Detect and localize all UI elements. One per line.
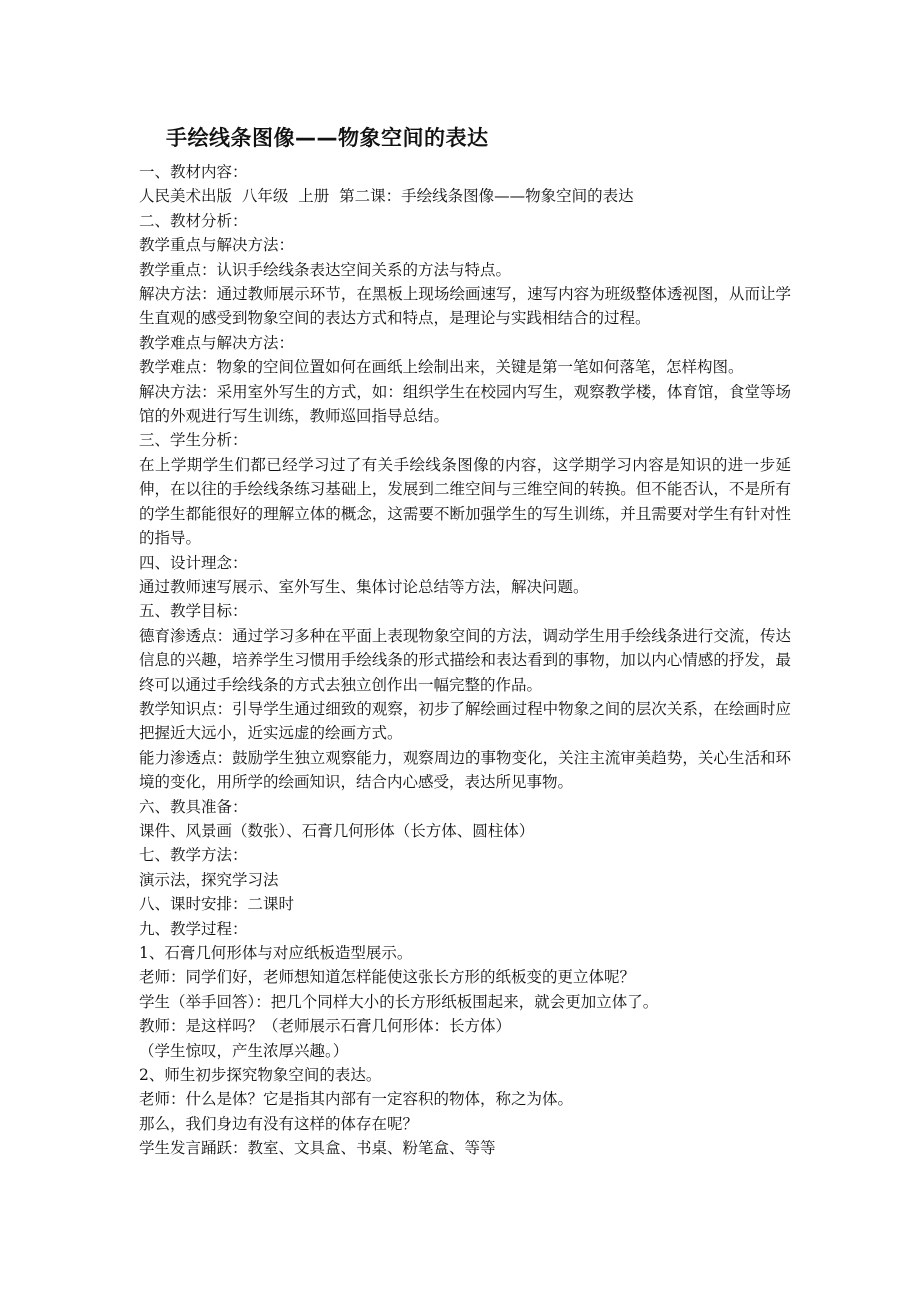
paragraph: 六、教具准备：	[139, 797, 248, 816]
paragraph: 1、石膏几何形体与对应纸板造型展示。	[139, 944, 413, 962]
paragraph: 学生发言踊跃：教室、文具盒、书桌、粉笔盒、等等	[139, 1139, 496, 1158]
paragraph: 2、师生初步探究物象空间的表达。	[139, 1066, 382, 1085]
paragraph: 老师：同学们好，老师想知道怎样能使这张长方形的纸板变的更立体呢？	[139, 968, 636, 987]
paragraph: 教学重点：认识手绘线条表达空间关系的方法与特点。	[139, 260, 512, 279]
paragraph: 通过教师速写展示、室外写生、集体讨论总结等方法，解决问题。	[139, 577, 589, 596]
document-body	[139, 160, 791, 1161]
paragraph: 教学知识点：引导学生通过细致的观察，初步了解绘画过程中物象之间的层次关系，在绘画时应把握近大远小，近实远虚的绘画方式。	[139, 699, 791, 743]
document-title: 手绘线条图像——物象空间的表达	[166, 126, 489, 150]
paragraph: 教学重点与解决方法：	[139, 236, 295, 255]
paragraph: 教学难点：物象的空间位置如何在画纸上绘制出来，关键是第一笔如何落笔，怎样构图。	[139, 358, 744, 377]
paragraph: （学生惊叹，产生浓厚兴趣。）	[139, 1041, 349, 1060]
paragraph: 教师：是这样吗？（老师展示石膏几何形体：长方体）	[139, 1017, 512, 1036]
paragraph: 二、教材分析：	[139, 211, 248, 230]
paragraph: 课件、风景画（数张）、石膏几何形体（长方体、圆柱体）	[139, 821, 535, 840]
paragraph: 老师：什么是体？它是指其内部有一定容积的物体，称之为体。	[139, 1090, 574, 1109]
paragraph: 七、教学方法：	[139, 846, 248, 865]
paragraph: 解决方法：通过教师展示环节，在黑板上现场绘画速写，速写内容为班级整体透视图，从而让学生直观的感受到物象空间的表达方式和特点，是理论与实践相结合的过程。	[139, 285, 791, 328]
paragraph: 学生（举手回答）：把几个同样大小的长方形纸板围起来，就会更加立体了。	[139, 992, 659, 1011]
paragraph: 一、教材内容：	[139, 163, 248, 181]
paragraph: 能力渗透点：鼓励学生独立观察能力，观察周边的事物变化，关注主流审美趋势，关心生活和环境的变化，用所学的绘画知识，结合内心感受，表达所见事物。	[139, 748, 791, 792]
paragraph: 演示法，探究学习法	[139, 870, 279, 889]
paragraph: 解决方法：采用室外写生的方式，如：组织学生在校园内写生，观察教学楼，体育馆，食堂等场馆的外观进行写生训练，教师巡回指导总结。	[139, 382, 791, 426]
paragraph: 教学难点与解决方法：	[139, 333, 295, 352]
paragraph: 在上学期学生们都已经学习过了有关手绘线条图像的内容，这学期学习内容是知识的进一步延伸，在以往的手绘线条练习基础上，发展到二维空间与三维空间的转换。但不能否认，不是所有的学生都能很好的理解立体的概念，这需要不断加强学生的写生训练，并且需要对学生有针对性的指导。	[139, 455, 791, 548]
paragraph: 人民美术出版 八年级 上册 第二课：手绘线条图像——物象空间的表达	[139, 187, 634, 206]
paragraph: 德育渗透点：通过学习多种在平面上表现物象空间的方法，调动学生用手绘线条进行交流，传达信息的兴趣，培养学生习惯用手绘线条的形式描绘和表达看到的事物，加以内心情感的抒发，最终可以通过手绘线条的方式去独立创作出一幅完整的作品。	[139, 626, 791, 694]
paragraph: 八、课时安排：二课时	[139, 895, 295, 914]
paragraph: 那么，我们身边有没有这样的体存在呢？	[139, 1114, 419, 1133]
paragraph: 九、教学过程：	[139, 919, 248, 938]
paragraph: 五、教学目标：	[139, 602, 248, 621]
paragraph: 四、设计理念：	[139, 553, 248, 572]
paragraph: 三、学生分析：	[139, 431, 248, 450]
